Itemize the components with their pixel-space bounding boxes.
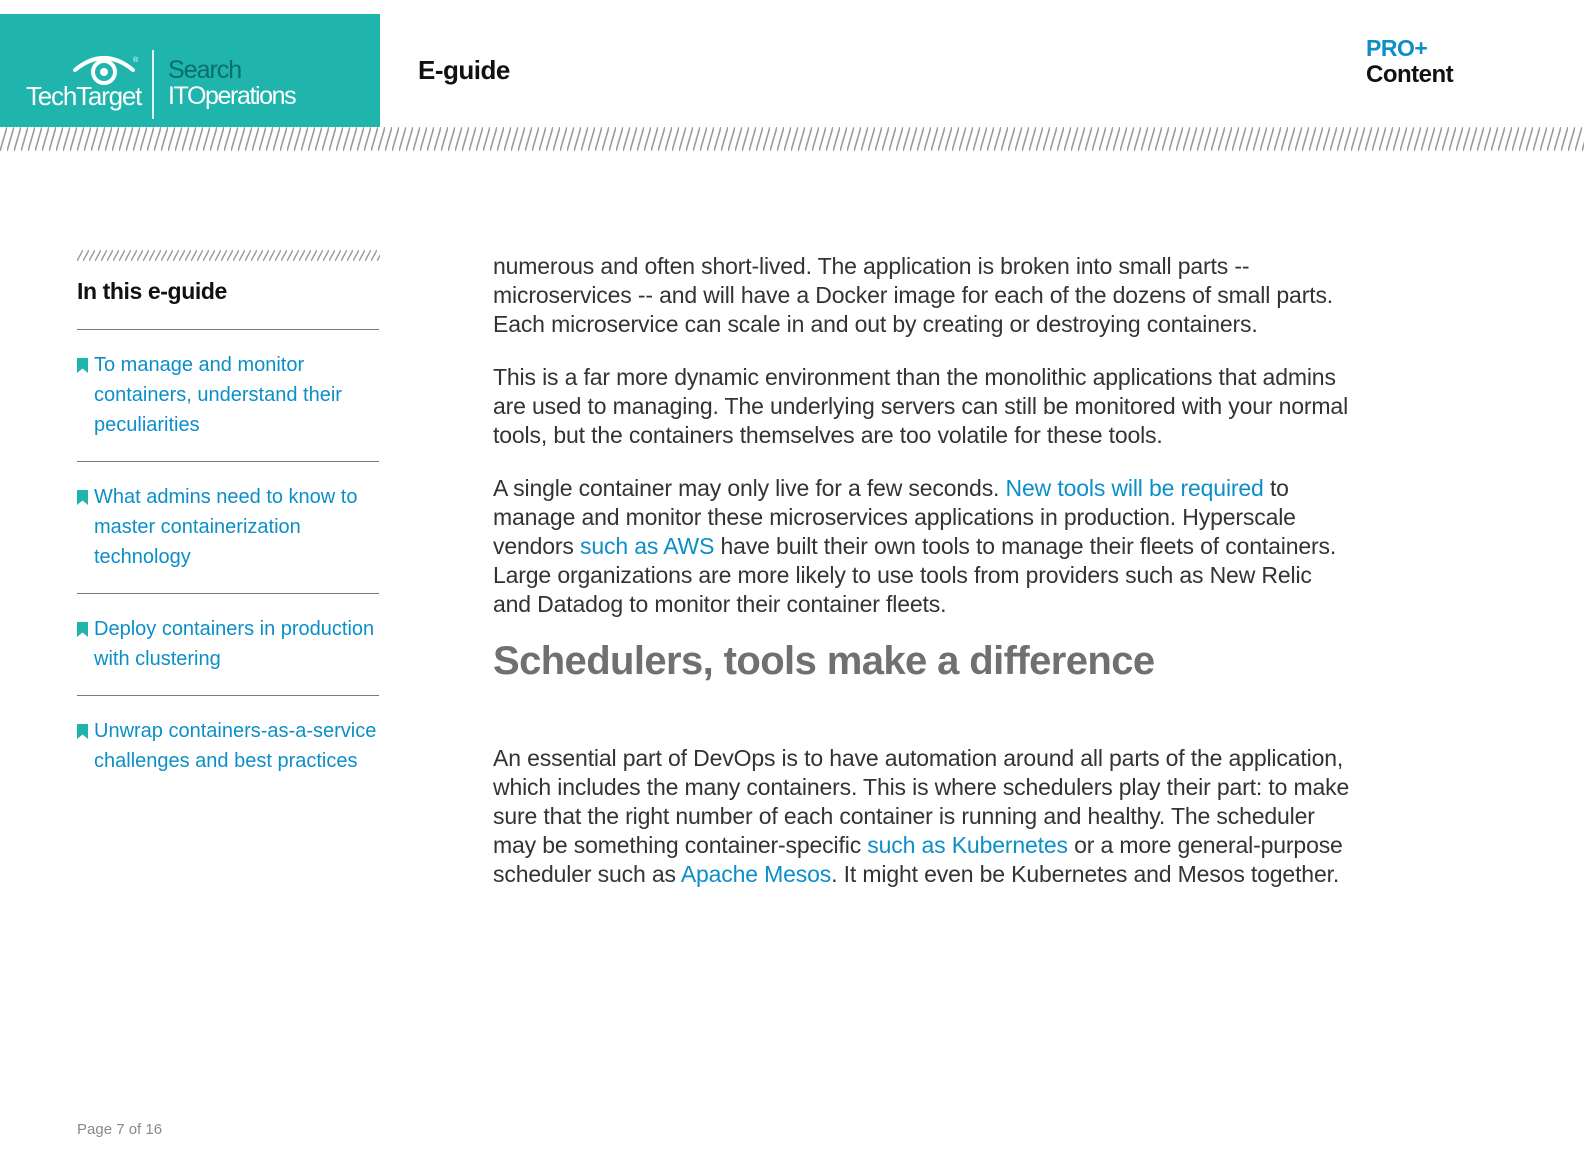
text-span: A single container may only live for a few seconds. <box>493 475 1006 501</box>
toc-divider <box>77 461 379 462</box>
text-span: An essential part of DevOps is to have automation around all parts of the application, which includes the many containers. This is where schedulers play their part: to make sure that the right number of each container is running and healthy. The scheduler may be something container-specific <box>493 745 1350 858</box>
toc-item-label[interactable]: To manage and monitor containers, understand their peculiarities <box>94 354 342 436</box>
toc-item-label[interactable]: Unwrap containers-as-a-service challenges and best practices <box>94 720 377 772</box>
sidebar-hatch-divider <box>77 250 380 261</box>
section-heading: Schedulers, tools make a difference <box>493 639 1155 683</box>
paragraph-single-container <box>493 474 1351 619</box>
toc-title: In this e-guide <box>77 278 227 304</box>
pro-plus-label: PRO+ <box>1366 35 1428 61</box>
text-span: or a more general-purpose scheduler such as <box>493 832 1343 887</box>
link-such-as-aws[interactable]: such as AWS <box>580 533 715 559</box>
bookmark-icon <box>77 358 88 373</box>
brand-name: TechTarget <box>26 81 142 111</box>
toc-divider <box>77 329 379 330</box>
page-number: Page 7 of 16 <box>77 1121 163 1138</box>
paragraph-microservices: numerous and often short-lived. The application is broken into small parts -- microservices -- and will have a Docker image for each of the dozens of small parts. Each microservice can scale in and out by creating or destroying containers. <box>493 253 1334 337</box>
site-name: ITOperations <box>168 82 296 110</box>
content-label: Content <box>1366 61 1454 88</box>
bookmark-icon <box>77 622 88 637</box>
text-span: . It might even be Kubernetes and Mesos together. <box>831 861 1340 887</box>
bookmark-icon <box>77 724 88 739</box>
header-hatch-divider <box>0 127 1584 151</box>
techtarget-logo <box>0 14 380 127</box>
text-span: to manage and monitor these microservices applications in production. Hyperscale vendors <box>493 475 1296 559</box>
doc-type-label: E-guide <box>418 55 510 85</box>
toc-divider <box>77 593 379 594</box>
bookmark-icon <box>77 490 88 505</box>
toc-divider <box>77 695 379 696</box>
site-search-word: Search <box>168 56 242 84</box>
toc-item-label[interactable]: What admins need to know to master containerization technology <box>94 486 358 568</box>
link-new-tools[interactable]: New tools will be required <box>1005 475 1264 501</box>
article-body <box>493 252 1351 913</box>
logo-divider <box>152 50 154 119</box>
link-kubernetes[interactable]: such as Kubernetes <box>867 832 1068 858</box>
text-span: have built their own tools to manage their fleets of containers. Large organizations are more likely to use tools from providers such as New Relic and Datadog to monitor their container fleets. <box>493 533 1337 617</box>
toc-item-label[interactable]: Deploy containers in production with clustering <box>94 618 375 670</box>
paragraph-devops-schedulers <box>493 744 1351 889</box>
link-apache-mesos[interactable]: Apache Mesos <box>680 861 832 887</box>
registered-mark: ® <box>133 57 139 64</box>
paragraph-dynamic-environment: This is a far more dynamic environment than the monolithic applications that admins are used to managing. The underlying servers can still be monitored with your normal tools, but the containers themselves are too volatile for these tools. <box>493 364 1349 448</box>
